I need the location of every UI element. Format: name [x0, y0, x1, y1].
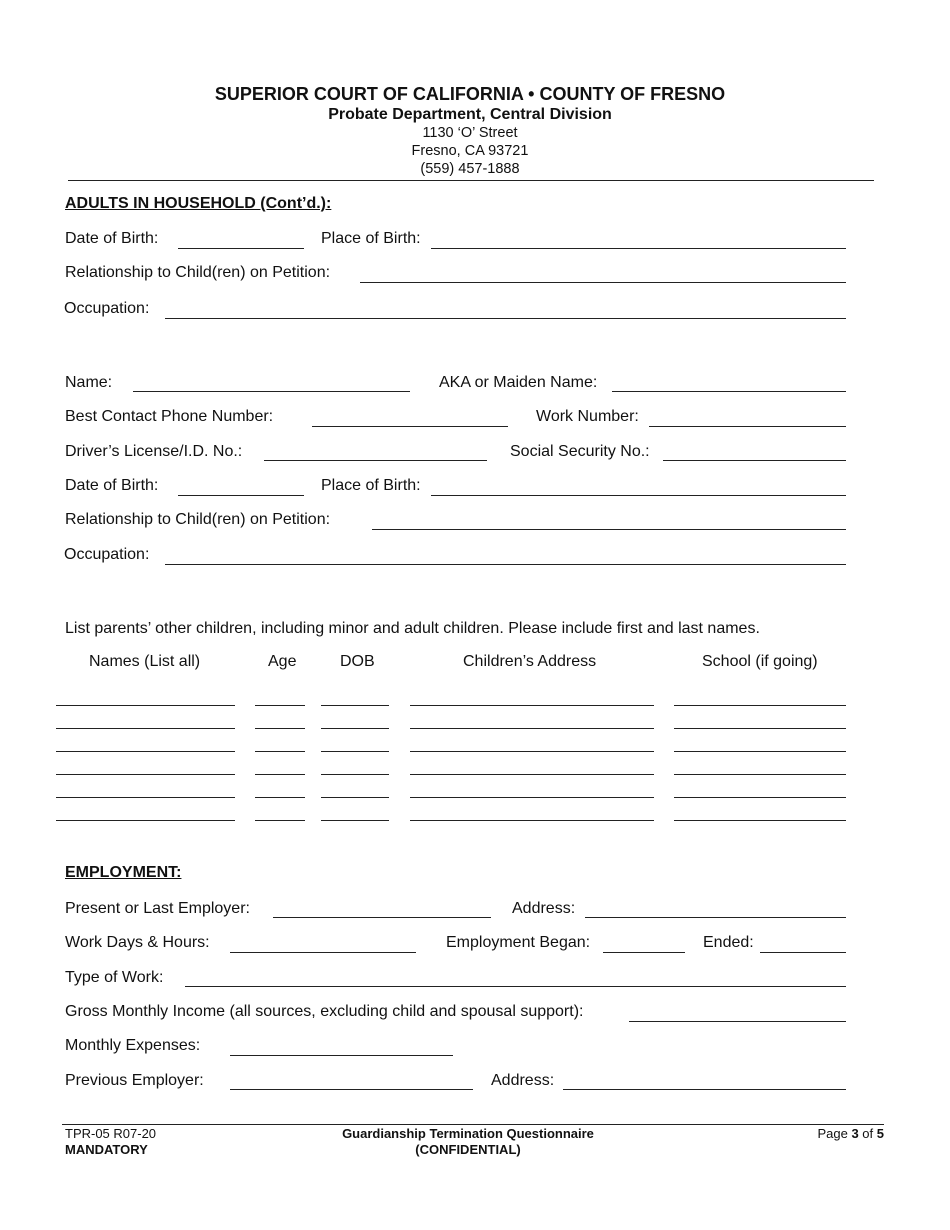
children-instruction: List parents’ other children, including minor and adult children. Please include first and last names. — [65, 620, 760, 637]
page-of: of — [858, 1126, 877, 1141]
child-address-field[interactable] — [410, 774, 654, 775]
ssn-field[interactable] — [663, 460, 846, 461]
dob2-label: Date of Birth: — [65, 477, 159, 494]
employment-ended-field[interactable] — [760, 952, 846, 953]
best-phone-label: Best Contact Phone Number: — [65, 408, 274, 425]
court-street: 1130 ‘O’ Street — [422, 125, 518, 141]
child-name-field[interactable] — [56, 774, 235, 775]
dob-field[interactable] — [178, 248, 304, 249]
section-title-adults: ADULTS IN HOUSEHOLD (Cont’d.): — [65, 195, 332, 212]
section-title-employment: EMPLOYMENT: — [65, 864, 182, 881]
income-field[interactable] — [629, 1021, 846, 1022]
name-field[interactable] — [133, 391, 410, 392]
child-address-field[interactable] — [410, 728, 654, 729]
column-header-dob: DOB — [340, 653, 375, 670]
child-address-field[interactable] — [410, 751, 654, 752]
relationship2-field[interactable] — [372, 529, 846, 530]
occupation-label: Occupation: — [64, 300, 150, 317]
occupation2-field[interactable] — [165, 564, 846, 565]
pob-field[interactable] — [431, 248, 846, 249]
child-name-field[interactable] — [56, 797, 235, 798]
previous-address-field[interactable] — [563, 1089, 846, 1090]
form-code: TPR-05 R07-20 — [65, 1126, 157, 1141]
mandatory-label: MANDATORY — [65, 1142, 148, 1157]
page-current: 3 — [851, 1126, 859, 1141]
confidential-label: (CONFIDENTIAL) — [415, 1142, 521, 1157]
column-header-address: Children’s Address — [463, 653, 597, 670]
header-rule — [68, 180, 874, 181]
child-school-field[interactable] — [674, 797, 846, 798]
child-name-field[interactable] — [56, 728, 235, 729]
previous-address-label: Address: — [491, 1072, 555, 1089]
income-label: Gross Monthly Income (all sources, excluding child and spousal support): — [65, 1003, 584, 1020]
employment-began-label: Employment Began: — [446, 934, 591, 951]
relationship2-label: Relationship to Child(ren) on Petition: — [65, 511, 331, 528]
work-days-label: Work Days & Hours: — [65, 934, 210, 951]
employment-began-field[interactable] — [603, 952, 685, 953]
page-number — [760, 1126, 884, 1142]
department-name: Probate Department, Central Division — [328, 106, 612, 123]
child-school-field[interactable] — [674, 705, 846, 706]
previous-employer-field[interactable] — [230, 1089, 473, 1090]
aka-field[interactable] — [612, 391, 846, 392]
child-school-field[interactable] — [674, 774, 846, 775]
child-dob-field[interactable] — [321, 705, 389, 706]
child-age-field[interactable] — [255, 797, 305, 798]
child-name-field[interactable] — [56, 751, 235, 752]
footer-rule — [62, 1124, 884, 1125]
column-header-names: Names (List all) — [89, 653, 201, 670]
relationship-field[interactable] — [360, 282, 846, 283]
dob-label: Date of Birth: — [65, 230, 159, 247]
pob2-field[interactable] — [431, 495, 846, 496]
child-address-field[interactable] — [410, 705, 654, 706]
pob2-label: Place of Birth: — [321, 477, 421, 494]
expenses-field[interactable] — [230, 1055, 453, 1056]
court-city: Fresno, CA 93721 — [411, 143, 529, 159]
page-total: 5 — [876, 1126, 884, 1141]
previous-employer-label: Previous Employer: — [65, 1072, 204, 1089]
type-of-work-label: Type of Work: — [65, 969, 164, 986]
name-label: Name: — [65, 374, 113, 391]
child-school-field[interactable] — [674, 751, 846, 752]
occupation-field[interactable] — [165, 318, 846, 319]
child-school-field[interactable] — [674, 728, 846, 729]
child-dob-field[interactable] — [321, 774, 389, 775]
work-number-field[interactable] — [649, 426, 846, 427]
column-header-school: School (if going) — [702, 653, 818, 670]
form-title: Guardianship Termination Questionnaire — [342, 1126, 594, 1141]
expenses-label: Monthly Expenses: — [65, 1037, 201, 1054]
column-header-age: Age — [268, 653, 297, 670]
employer-label: Present or Last Employer: — [65, 900, 250, 917]
child-address-field[interactable] — [410, 820, 654, 821]
license-label: Driver’s License/I.D. No.: — [65, 443, 243, 460]
work-days-field[interactable] — [230, 952, 416, 953]
occupation2-label: Occupation: — [64, 546, 150, 563]
child-age-field[interactable] — [255, 705, 305, 706]
child-dob-field[interactable] — [321, 797, 389, 798]
child-age-field[interactable] — [255, 820, 305, 821]
child-dob-field[interactable] — [321, 751, 389, 752]
child-school-field[interactable] — [674, 820, 846, 821]
child-name-field[interactable] — [56, 820, 235, 821]
child-dob-field[interactable] — [321, 728, 389, 729]
ssn-label: Social Security No.: — [510, 443, 650, 460]
type-of-work-field[interactable] — [185, 986, 846, 987]
employer-address-label: Address: — [512, 900, 576, 917]
work-number-label: Work Number: — [536, 408, 639, 425]
relationship-label: Relationship to Child(ren) on Petition: — [65, 264, 331, 281]
child-name-field[interactable] — [56, 705, 235, 706]
child-age-field[interactable] — [255, 774, 305, 775]
child-age-field[interactable] — [255, 728, 305, 729]
employer-address-field[interactable] — [585, 917, 846, 918]
court-name: SUPERIOR COURT OF CALIFORNIA • COUNTY OF FRESNO — [214, 84, 726, 104]
employment-ended-label: Ended: — [703, 934, 754, 951]
pob-label: Place of Birth: — [321, 230, 421, 247]
aka-label: AKA or Maiden Name: — [439, 374, 598, 391]
employer-field[interactable] — [273, 917, 491, 918]
page-prefix: Page — [817, 1126, 852, 1141]
license-field[interactable] — [264, 460, 487, 461]
court-phone: (559) 457-1888 — [420, 161, 520, 177]
child-dob-field[interactable] — [321, 820, 389, 821]
best-phone-field[interactable] — [312, 426, 508, 427]
child-age-field[interactable] — [255, 751, 305, 752]
dob2-field[interactable] — [178, 495, 304, 496]
child-address-field[interactable] — [410, 797, 654, 798]
